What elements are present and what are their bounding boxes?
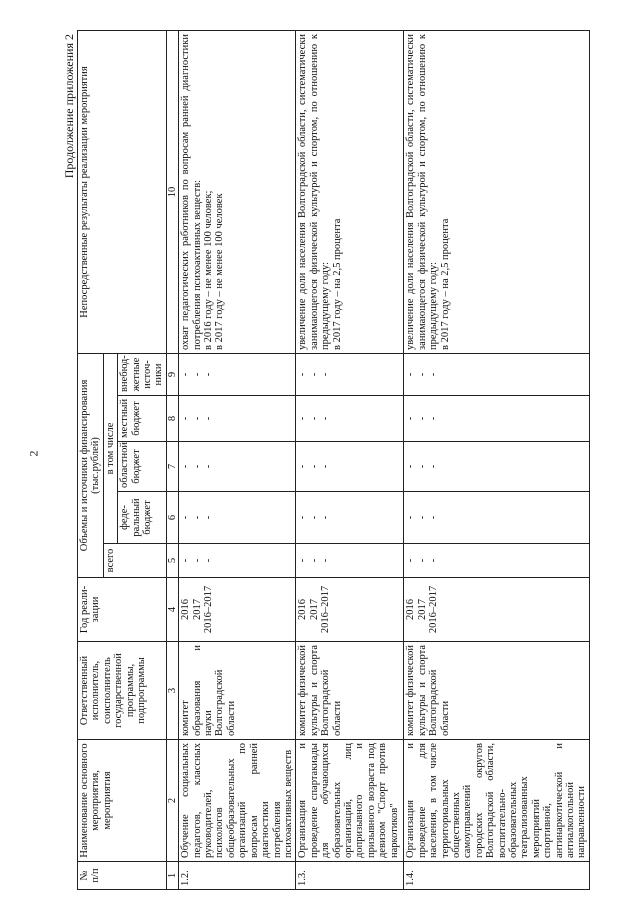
row-extrabudget: - - - [404,353,590,395]
row-total: - - - [296,544,404,578]
row-extrabudget: - - - [296,353,404,395]
row-executor: комитет образования и науки Волгоградской области [179,642,296,740]
col-number: 6 [166,492,178,544]
header-local: местный бюджет [118,396,167,442]
page-number: 2 [26,450,41,457]
table-row [404,31,590,890]
appendix-label: Продолжение приложения 2 [62,34,76,179]
header-results: Непосредственные результаты реализации мероприятия [78,31,167,354]
row-executor: комитет физической культуры и спорта Волгоградской области [296,642,404,740]
row-years: 2016 2017 2016–2017 [404,578,590,642]
row-num: 1.4. [404,862,590,890]
header-name: Наименование основного мероприятия, мероприятия [78,740,167,862]
row-name: Обучение социальных педагогов, классных руководителей, психологов общеобразовательных организаций по вопросам ранней диагностики потребления психоактивных веществ [179,740,296,862]
row-name: Организация и проведение спартакиады для обучающихся образовательных организаций, лиц допризывного и призывного возраста под девизом "Спорт против наркотиков" [296,740,404,862]
row-num: 1.2. [179,862,296,890]
col-number: 3 [166,642,178,740]
row-years: 2016 2017 2016–2017 [179,578,296,642]
header-extrabudget: внебюд- жетные источ- ники [118,353,167,395]
row-years: 2016 2017 2016–2017 [296,578,404,642]
table-row [296,31,404,890]
column-numbers-row [166,31,178,890]
row-federal: - - - [404,492,590,544]
col-number: 10 [166,31,178,354]
header-executor: Ответственный исполнитель, соисполнитель государственной программы, подпрограммы [78,642,167,740]
header-federal: феде- ральный бюджет [118,492,167,544]
row-result: увеличение доли населения Волгоградской области, систематически занимающегося физической культурой и спортом, по отношению к предыдущему году: в 2017 году – на 2,5 процента [296,31,404,354]
header-year: Год реали- зации [78,578,167,642]
row-executor: комитет физической культуры и спорта Волгоградской области [404,642,590,740]
row-federal: - - - [179,492,296,544]
row-regional: - - - [404,442,590,492]
row-extrabudget: - - - [179,353,296,395]
col-number: 5 [166,544,178,578]
row-total: - - - [404,544,590,578]
row-regional: - - - [296,442,404,492]
col-number: 2 [166,740,178,862]
col-number: 4 [166,578,178,642]
row-local: - - - [179,396,296,442]
row-federal: - - - [296,492,404,544]
header-regional: областной бюджет [118,442,167,492]
table-row [179,31,296,890]
row-local: - - - [296,396,404,442]
row-name: Организация и проведение для населения, в том числе территориальных общественных самоуправлений городских округов Волгоградской области, воспитательно-образовательных театрализованных мероприятий спортивной, антинаркотической и антиалкогольной направленности [404,740,590,862]
header-total: всего [103,544,166,578]
row-result: увеличение доли населения Волгоградской области, систематически занимающегося физической культурой и спортом, по отношению к предыдущему году: в 2017 году – на 2,5 процента [404,31,590,354]
col-number: 1 [166,862,178,890]
header-volumes: Объемы и источники финансирования (тыс.рублей) [78,353,104,577]
row-num: 1.3. [296,862,404,890]
col-number: 7 [166,442,178,492]
col-number: 8 [166,396,178,442]
program-table [77,30,590,890]
row-local: - - - [404,396,590,442]
header-num: № п/п [78,862,167,890]
col-number: 9 [166,353,178,395]
row-regional: - - - [179,442,296,492]
rotated-page [61,30,621,890]
row-total: - - - [179,544,296,578]
row-result: охват педагогических работников по вопросам ранней диагностики потребления психоактивных веществ: в 2016 году – не менее 100 человек; в 2017 году – не менее 100 человек [179,31,296,354]
header-in-that-number: в том числе [103,353,117,543]
